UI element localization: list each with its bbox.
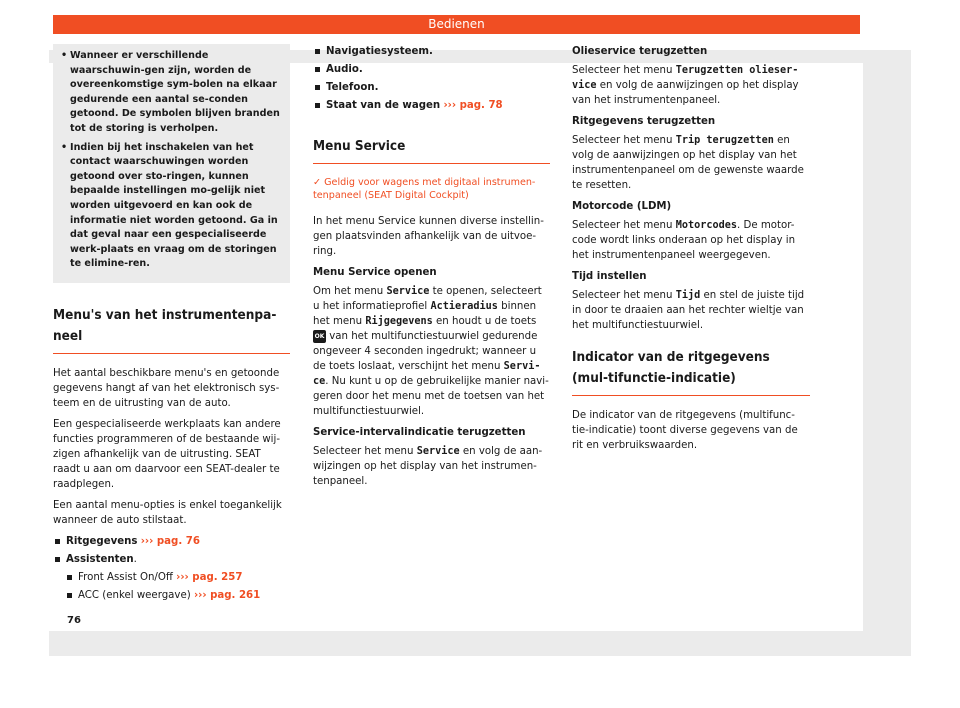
- punctuation: .: [133, 553, 137, 565]
- warning-item: • Wanneer er verschillende waarschuwin-gen zijn, worden de overeenkomstige sym-bolen na elkaar gedurende een aantal se-conden getoond. De symbolen blijven branden tot de storing is verholpen.: [61, 49, 282, 137]
- subheading: Service-intervalindicatie terugzetten: [313, 427, 526, 438]
- list-item-label: Staat van de wagen: [326, 100, 441, 111]
- list-item: Telefoon.: [313, 80, 550, 95]
- applicability-note: [313, 176, 550, 202]
- sub-list-item: [53, 570, 290, 585]
- paragraph: Om het menu Service te openen, selecteert u het informatieprofiel Actieradius binnen het menu Rijgegevens en houdt u de toets OK van het multifunctiestuurwiel gedurende ongeveer 4 seconden ingedrukt; wanneer u de toets loslaat, verschijnt het menu Servi-ce. Nu kunt u op de gebruikelijke manier navi-geren door het menu met de toetsen van het multifunctiestuurwiel.: [313, 286, 549, 417]
- list-item: [53, 552, 290, 567]
- page-reference-link[interactable]: ››› pag. 261: [193, 589, 261, 601]
- paragraph: Selecteer het menu Service en volg de aan-wijzingen op het display van het instrumen-tenpaneel.: [313, 446, 543, 487]
- list-item: [313, 98, 550, 113]
- paragraph: Een aantal menu-opties is enkel toegankelijk wanneer de auto stilstaat.: [53, 499, 282, 526]
- column-left: [53, 44, 290, 606]
- subheading: Olieservice terugzetten: [572, 46, 708, 57]
- paragraph: Selecteer het menu Motorcodes. De motor-code wordt links onderaan op het display in het instrumentenpaneel weergegeven.: [572, 220, 796, 261]
- paragraph: Selecteer het menu Tijd en stel de juiste tijd in door te draaien aan het rechter wieltje van het multifunctiestuurwiel.: [572, 290, 805, 331]
- column-right: [572, 44, 810, 459]
- list-item-label: Assistenten: [66, 553, 134, 565]
- column-middle: [313, 44, 550, 495]
- page-reference-link[interactable]: ››› pag. 78: [443, 100, 503, 111]
- note-text: Geldig voor wagens met digitaal instrumen-tenpaneel (SEAT Digital Cockpit): [313, 177, 536, 201]
- section-heading-menu-service: Menu Service: [313, 136, 550, 164]
- menu-name: Rijgegevens: [365, 316, 433, 327]
- menu-name: Tijd: [675, 290, 701, 301]
- subheading: Ritgegevens terugzetten: [572, 116, 716, 127]
- paragraph: De indicator van de ritgegevens (multifunc-tie-indicatie) toont diverse gegevens van de rit en verbruikswaarden.: [572, 410, 798, 451]
- paragraph: Selecteer het menu Trip terugzetten en volg de aanwijzingen op het display van het instrumentenpaneel om de gewenste waarde te resetten.: [572, 135, 804, 191]
- subheading: Tijd instellen: [572, 271, 647, 282]
- sub-list-item: [53, 588, 290, 603]
- check-icon: ✓: [313, 177, 322, 188]
- paragraph: Selecteer het menu Terugzetten olieser-vice en volg de aanwijzingen op het display van het instrumentenpaneel.: [572, 65, 799, 106]
- list-item-label: Front Assist On/Off: [78, 571, 173, 583]
- page-number: 76: [67, 615, 81, 626]
- menu-name: Service: [416, 446, 460, 457]
- menu-name: Servi-ce: [313, 361, 541, 387]
- menu-name: Service: [386, 286, 430, 297]
- paragraph: In het menu Service kunnen diverse instellin-gen plaatsvinden afhankelijk van de uitvoe-ring.: [313, 216, 544, 257]
- list-item: [53, 534, 290, 549]
- menu-name: Actieradius: [430, 301, 498, 312]
- page-reference-link[interactable]: ››› pag. 76: [140, 535, 200, 547]
- page-reference-link[interactable]: ››› pag. 257: [176, 571, 243, 583]
- list-item-label: ACC (enkel weergave): [78, 589, 191, 601]
- warning-item: • Indien bij het inschakelen van het contact waarschuwingen worden getoond over sto-ringen, kunnen bepaalde instellingen mo-gelijk niet worden uitgevoerd en kan ook de informatie niet worden getoond. Ga in dat geval naar een gespecialiseerde werk-plaats en vraag om de storingen te elimine-ren.: [61, 141, 282, 272]
- subheading: Menu Service openen: [313, 267, 437, 278]
- subheading: Motorcode (LDM): [572, 201, 672, 212]
- menu-name: Motorcodes: [675, 220, 738, 231]
- list-item-label: Ritgegevens: [66, 535, 138, 547]
- chapter-banner: Bedienen: [53, 15, 860, 34]
- paragraph: Een gespecialiseerde werkplaats kan andere functies programmeren of de bestaande wij-zigen afhankelijk van de uitrusting. SEAT raadt u aan om daarvoor een SEAT-dealer te raadplegen.: [53, 418, 281, 490]
- list-item: Audio.: [313, 62, 550, 77]
- menu-name: Trip terugzetten: [675, 135, 774, 146]
- list-item: Navigatiesysteem.: [313, 44, 550, 59]
- section-heading-menus: Menu's van het instrumentenpa-neel: [53, 305, 290, 354]
- paragraph: Het aantal beschikbare menu's en getoonde gegevens hangt af van het elektronisch sys-teem en de uitrusting van de auto.: [53, 367, 280, 409]
- menu-name: Terugzetten olieser-vice: [572, 65, 799, 91]
- ok-button-icon: OK: [313, 330, 326, 343]
- section-heading-trip-indicator: Indicator van de ritgegevens (mul-tifunctie-indicatie): [572, 347, 810, 396]
- warning-box: [53, 44, 290, 283]
